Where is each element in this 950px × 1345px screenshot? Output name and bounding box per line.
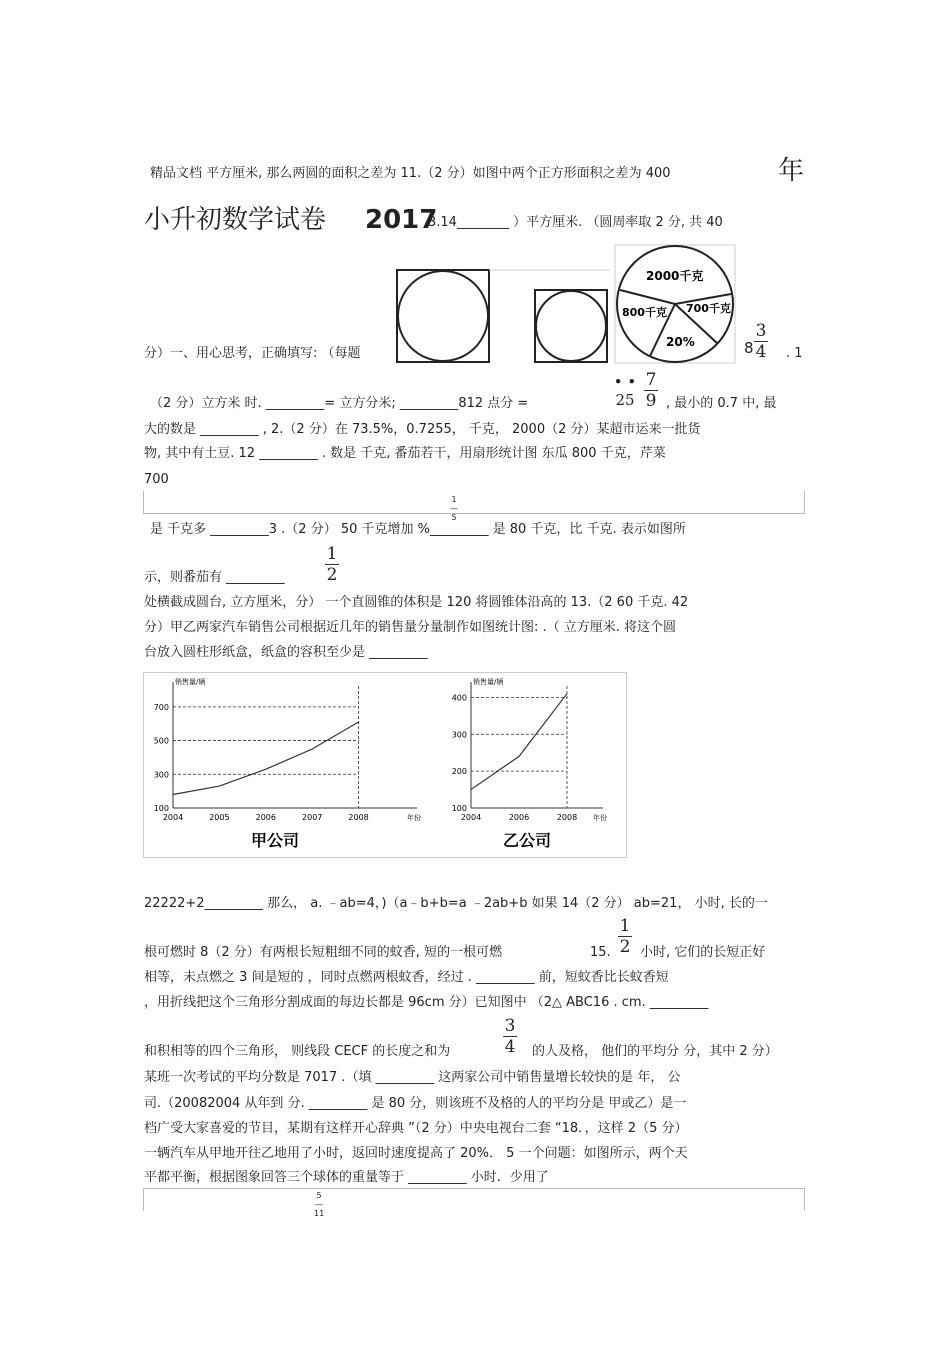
chart-yi [452,677,607,850]
line-2: 3.14________ ）平方厘米. （圆周率取 2 分, 共 40 [428,215,723,230]
small-circle [536,291,606,361]
line-11: 分）甲乙两家汽车销售公司根据近几年的销售量分量制作如图统计图: .（ 立方厘米. 将这个圆 [144,620,677,635]
line-14: 根可燃时 8（2 分）有两根长短粗细不同的蚊香, 短的一根可燃 [144,945,503,960]
separator-box-bottom [143,1188,805,1211]
fraction-1-2-b: 1 2 [619,916,631,957]
fraction-1-2: 1 2 [326,544,338,585]
line-20: 档广受大家喜爱的节目，某期有这样开心辞典 ”（2 分）中央电视台二套 “18．，这样 2（5 分） [144,1121,688,1136]
fraction-5-11: 5 — 11 [314,1191,325,1218]
fraction-3-4-b: 3 4 [504,1016,516,1057]
y-tick-label: 300 [451,730,467,740]
x-tick-label: 2008 [348,813,369,822]
pie-label: 20% [666,335,695,349]
line-6: 物, 其中有土豆. 12 _________ . 数是 千克, 番茄若干，用扇形统计图 东瓜 800 千克，芹菜 [144,446,666,461]
pie-label: 700千克 [686,302,731,315]
line-3-end: . 1 [786,346,803,361]
y-tick-label: 200 [451,767,467,777]
x-tick-label: 2004 [162,813,184,822]
fraction-25: • • 25 [613,373,637,409]
pie-chart [614,244,738,366]
line-8: 是 千克多 _________3 .（2 分） 50 千克增加 %_________ 是 80 千克，比 千克. 表示如图所 [150,522,686,537]
header-big-char: 年 [778,156,805,186]
line-15: 相等，未点燃之 3 间是短的 ，同时点燃两根蚊香，经过 . _________ 前，短蚊香比长蚊香短 [144,970,669,985]
fraction-3-4: 3 4 [755,321,767,362]
x-axis-label: 年份 [407,814,421,822]
line-9: 示，则番茄有 _________ [144,570,285,585]
line-10: 处横截成圆台, 立方厘米，分） 一个直圆锥的体积是 120 将圆锥体沿高的 13.（2 60 千克. 42 [144,595,689,610]
x-tick-label: 2004 [460,813,482,822]
y-tick-label: 500 [153,736,169,746]
x-tick-label: 2005 [209,813,230,822]
line-5: 大的数是 _________ , 2.（2 分）在 73.5%，0.7255， 千克， 2000（2 分）某超市运来一批货 [144,422,701,437]
y-tick-label: 100 [153,804,169,813]
pie-label: 800千克 [622,306,667,319]
x-tick-label: 2008 [556,813,578,822]
x-tick-label: 2006 [508,813,530,822]
line-17: 和积相等的四个三角形， 则线段 CECF 的长度之和为 [144,1044,451,1059]
page-title: 小升初数学试卷 [144,205,327,235]
line-7: 700 [144,472,169,487]
line-4: （2 分）立方米 时. _________= 立方分米; _________812 点分 = [150,396,529,411]
mixed-whole: 8 [744,339,754,357]
chart-jia [154,677,421,850]
series-line [173,722,359,794]
line-18: 某班一次考试的平均分数是 7017 .（填 _________ 这两家公司中销售量增长较快的是 年， 公 [144,1070,681,1085]
x-tick-label: 2006 [255,813,276,822]
y-axis-label: 销售量/辆 [175,678,206,686]
y-tick-label: 400 [451,693,467,703]
line-17-end: 的人及格， 他们的平均分 分，其中 2 分） [532,1044,778,1059]
line-14-end: 15. [590,945,611,960]
y-tick-label: 700 [153,702,169,712]
large-circle [398,271,488,361]
line-21: 一辆汽车从甲地开往乙地用了小时，返回时速度提高了 20%． 5 一个问题：如图所示，两个天 [144,1146,688,1161]
line-12: 台放入圆柱形纸盒，纸盒的容积至少是 _________ [144,645,428,660]
sales-line-charts [143,672,627,858]
line-13: 22222+2_________ 那么， a. ﹣ab=4，)（a﹣b+b=a ﹣2ab+b 如果 14（2 分） ab=21， 小时, 长的一 [144,896,768,911]
fraction-7-9: 7 9 [645,370,657,411]
line-14-end2: 小时, 它们的长短正好 [640,945,766,960]
title-year: 2017 [365,205,438,235]
x-axis-label: 年份 [593,814,607,822]
line-3: 分）一、用心思考，正确填写: （每题 [144,346,361,361]
circle-square-figure [395,268,613,364]
pie-label: 2000千克 [646,269,704,283]
separator-box [143,491,805,514]
pie-divider [620,290,675,304]
line-4-end: , 最小的 0.7 中, 最 [666,396,777,411]
chart-title: 甲公司 [251,831,300,850]
line-16: ，用折线把这个三角形分割成面的每边长都是 96cm 分）已知图中 （2△ ABC16 . cm. _________ [144,995,709,1010]
y-axis-label: 销售量/辆 [473,678,504,686]
y-tick-label: 100 [451,804,467,813]
series-line [471,694,567,790]
x-tick-label: 2007 [302,813,323,822]
chart-title: 乙公司 [503,831,552,850]
fraction-1-5: 1 — 5 [450,495,458,522]
line-19: 司.（20082004 从年到 分. _________ 是 80 分，则该班不及格的人的平均分是 甲或乙）是一 [144,1096,687,1111]
line-22: 平都平衡，根据图象回答三个球体的重量等于 _________ 小时．少用了 [144,1170,549,1185]
y-tick-label: 300 [153,770,169,780]
header-line: 精品文档 平方厘米, 那么两圆的面积之差为 11.（2 分）如图中两个正方形面积之差为 400 [150,166,671,181]
